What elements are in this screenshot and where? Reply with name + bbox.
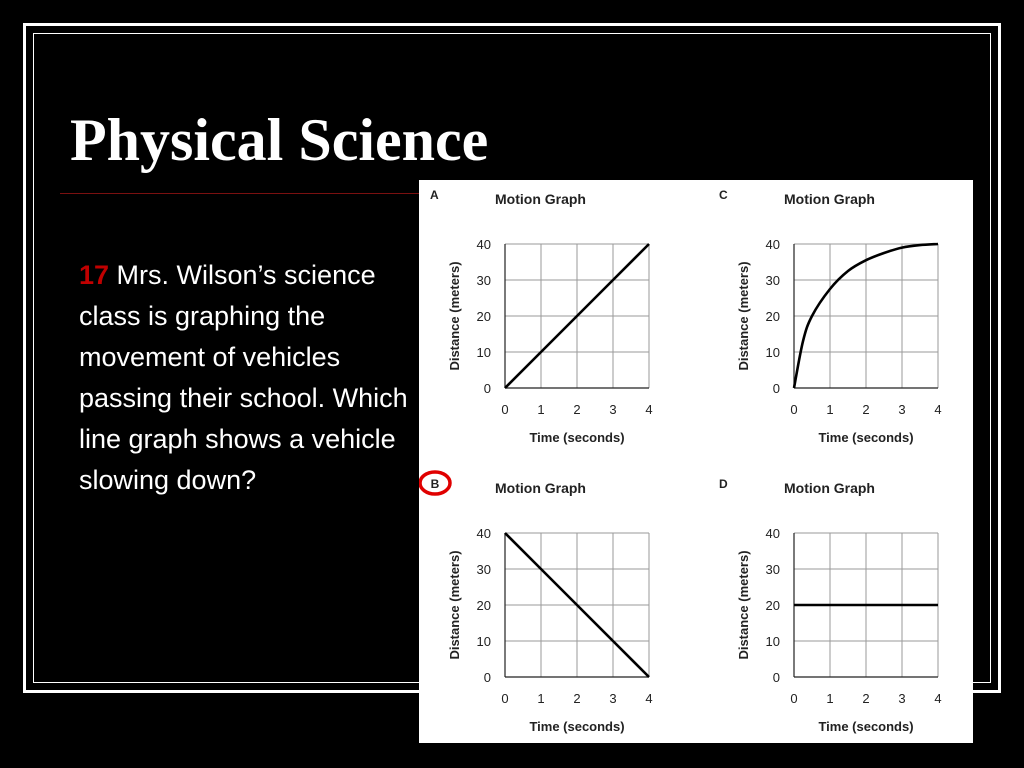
option-letter: A xyxy=(430,188,439,202)
x-tick-label: 3 xyxy=(609,402,617,417)
x-tick-label: 3 xyxy=(898,691,906,706)
option-letter: D xyxy=(719,477,728,491)
x-tick-label: 2 xyxy=(862,402,870,417)
y-tick-label: 40 xyxy=(765,526,780,541)
y-tick-label: 20 xyxy=(476,309,491,324)
x-tick-label: 3 xyxy=(898,402,906,417)
x-tick-label: 0 xyxy=(790,402,798,417)
y-tick-label: 0 xyxy=(772,670,780,685)
y-axis-label: Distance (meters) xyxy=(736,261,751,371)
x-tick-label: 4 xyxy=(645,402,653,417)
x-tick-label: 4 xyxy=(934,691,942,706)
y-tick-label: 40 xyxy=(476,526,491,541)
y-tick-label: 20 xyxy=(765,598,780,613)
y-tick-label: 10 xyxy=(765,634,780,649)
motion-graph-a xyxy=(430,188,653,445)
chart-title: Motion Graph xyxy=(495,480,586,496)
x-axis-label: Time (seconds) xyxy=(529,430,625,445)
y-tick-label: 30 xyxy=(476,273,491,288)
slide-title: Physical Science xyxy=(70,107,489,173)
y-tick-label: 30 xyxy=(765,273,780,288)
y-tick-label: 40 xyxy=(476,237,491,252)
question-body: Mrs. Wilson’s science class is graphing the movement of vehicles passing their school. Which line graph shows a vehicle slowing down? xyxy=(79,260,408,495)
x-tick-label: 2 xyxy=(573,691,581,706)
x-tick-label: 1 xyxy=(826,691,834,706)
chart-title: Motion Graph xyxy=(784,191,875,207)
y-axis-label: Distance (meters) xyxy=(736,550,751,660)
x-axis-label: Time (seconds) xyxy=(818,430,914,445)
x-tick-label: 0 xyxy=(501,691,509,706)
x-tick-label: 2 xyxy=(862,691,870,706)
y-tick-label: 20 xyxy=(476,598,491,613)
x-tick-label: 4 xyxy=(934,402,942,417)
x-tick-label: 1 xyxy=(537,402,545,417)
x-tick-label: 2 xyxy=(573,402,581,417)
chart-title: Motion Graph xyxy=(495,191,586,207)
motion-graphs xyxy=(419,180,973,743)
question-text-block xyxy=(79,255,409,501)
y-tick-label: 30 xyxy=(476,562,491,577)
motion-graph-c xyxy=(719,188,942,445)
chart-title: Motion Graph xyxy=(784,480,875,496)
y-tick-label: 20 xyxy=(765,309,780,324)
y-tick-label: 10 xyxy=(765,345,780,360)
y-tick-label: 10 xyxy=(476,345,491,360)
x-tick-label: 4 xyxy=(645,691,653,706)
y-tick-label: 0 xyxy=(483,670,491,685)
x-axis-label: Time (seconds) xyxy=(529,719,625,734)
y-axis-label: Distance (meters) xyxy=(447,261,462,371)
y-tick-label: 0 xyxy=(483,381,491,396)
x-tick-label: 0 xyxy=(501,402,509,417)
option-letter: C xyxy=(719,188,728,202)
x-tick-label: 1 xyxy=(537,691,545,706)
y-tick-label: 10 xyxy=(476,634,491,649)
x-tick-label: 3 xyxy=(609,691,617,706)
option-letter: B xyxy=(430,477,440,491)
y-tick-label: 40 xyxy=(765,237,780,252)
x-tick-label: 1 xyxy=(826,402,834,417)
motion-graph-d xyxy=(719,477,942,734)
title-divider xyxy=(60,193,420,194)
x-axis-label: Time (seconds) xyxy=(818,719,914,734)
answer-choices-panel xyxy=(419,180,973,743)
y-axis-label: Distance (meters) xyxy=(447,550,462,660)
y-tick-label: 0 xyxy=(772,381,780,396)
motion-graph-b xyxy=(420,472,653,734)
question-number: 17 xyxy=(79,260,110,290)
x-tick-label: 0 xyxy=(790,691,798,706)
y-tick-label: 30 xyxy=(765,562,780,577)
